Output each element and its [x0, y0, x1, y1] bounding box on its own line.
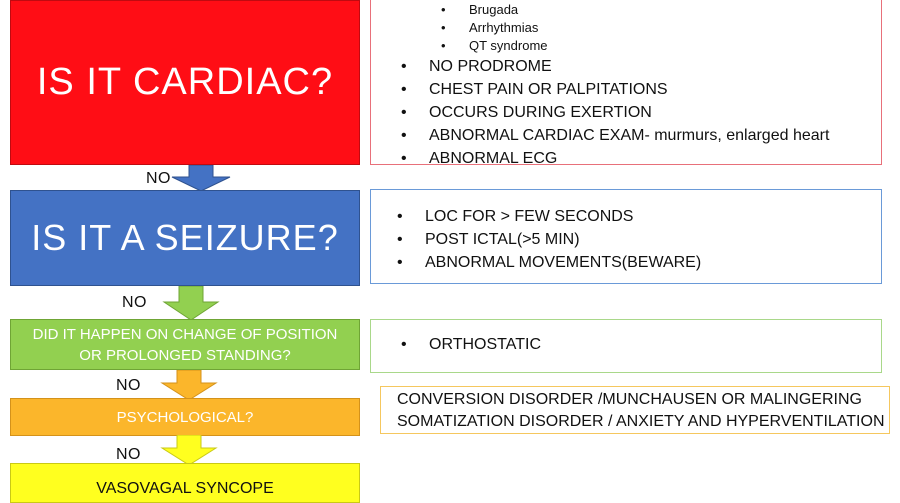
- psych-box: [10, 398, 360, 436]
- bullet-icon: •: [441, 2, 446, 17]
- list-item: • QT syndrome: [441, 38, 548, 53]
- no-label: NO: [116, 446, 141, 463]
- cardiac-main-list: [401, 55, 829, 170]
- cardiac-box: [10, 0, 360, 165]
- psych-question: PSYCHOLOGICAL?: [116, 408, 254, 426]
- list-item: • POST ICTAL(>5 MIN): [397, 228, 701, 251]
- cardiac-criteria-panel: [370, 0, 882, 165]
- list-item: • ABNORMAL ECG: [401, 147, 829, 170]
- seizure-question: IS IT A SEIZURE?: [31, 217, 339, 258]
- list-item: • LOC FOR > FEW SECONDS: [397, 205, 701, 228]
- down-arrow-icon: [170, 165, 232, 191]
- psych-panel: [380, 386, 890, 434]
- position-question-line2: OR PROLONGED STANDING?: [79, 346, 291, 364]
- psych-line1: CONVERSION DISORDER /MUNCHAUSEN OR MALINGERING: [397, 391, 862, 408]
- list-item: • CHEST PAIN OR PALPITATIONS: [401, 78, 829, 101]
- bullet-icon: •: [441, 38, 446, 53]
- list-item: • ABNORMAL MOVEMENTS(BEWARE): [397, 251, 701, 274]
- vasovagal-box: [10, 463, 360, 503]
- list-item: • ORTHOSTATIC: [401, 333, 541, 356]
- list-item: • OCCURS DURING EXERTION: [401, 101, 829, 124]
- list-item: • ABNORMAL CARDIAC EXAM- murmurs, enlarged heart: [401, 124, 829, 147]
- bullet-icon: •: [397, 208, 403, 225]
- bullet-icon: •: [397, 231, 403, 248]
- bullet-icon: •: [401, 104, 407, 121]
- no-label: NO: [122, 294, 147, 311]
- position-list: [401, 333, 541, 356]
- bullet-icon: •: [401, 127, 407, 144]
- position-box: [10, 319, 360, 370]
- seizure-criteria-panel: [370, 189, 882, 284]
- seizure-list: [397, 205, 701, 274]
- position-criteria-panel: [370, 319, 882, 373]
- cardiac-question: IS IT CARDIAC?: [36, 61, 334, 103]
- no-label: NO: [146, 170, 171, 187]
- psych-line2: SOMATIZATION DISORDER / ANXIETY AND HYPERVENTILATION: [397, 413, 885, 430]
- bullet-icon: •: [401, 336, 407, 353]
- down-arrow-icon: [160, 435, 218, 465]
- position-question-line1: DID IT HAPPEN ON CHANGE OF POSITION: [32, 325, 338, 343]
- list-item: • Brugada: [441, 2, 519, 17]
- bullet-icon: •: [441, 20, 446, 35]
- no-label: NO: [116, 377, 141, 394]
- vasovagal-label: VASOVAGAL SYNCOPE: [96, 480, 274, 497]
- bullet-icon: •: [401, 150, 407, 167]
- list-item: • NO PRODROME: [401, 55, 829, 78]
- bullet-icon: •: [397, 254, 403, 271]
- bullet-icon: •: [401, 81, 407, 98]
- bullet-icon: •: [401, 58, 407, 75]
- seizure-box: [10, 190, 360, 286]
- down-arrow-icon: [162, 286, 220, 320]
- down-arrow-icon: [160, 370, 218, 400]
- cardiac-sub-list: [441, 1, 548, 55]
- list-item: • Arrhythmias: [441, 20, 539, 35]
